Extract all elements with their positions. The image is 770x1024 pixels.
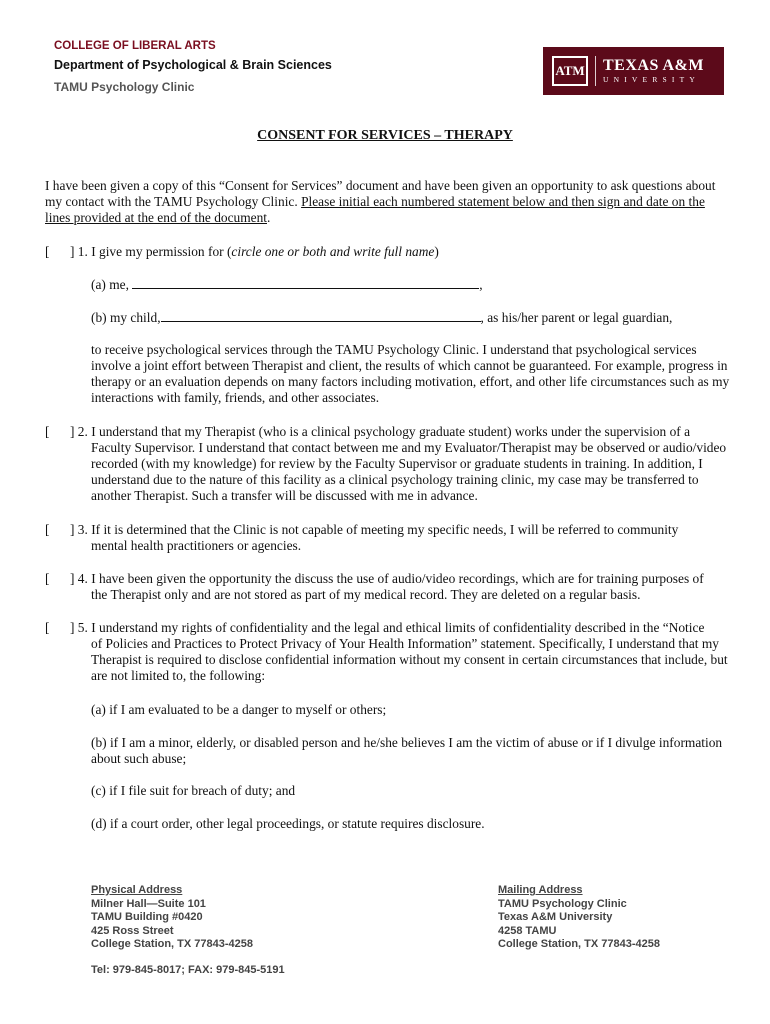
mailing-address-line: TAMU Psychology Clinic — [498, 897, 627, 910]
intro-instruction: Please initial each numbered statement below and then sign and date on the lines provided at the end of the document — [45, 194, 705, 225]
physical-address-line: TAMU Building #0420 — [91, 911, 203, 923]
intro-end: . — [267, 210, 271, 225]
item1b-tail: , as his/her parent or legal guardian, — [480, 310, 673, 325]
mailing-address-line: Texas A&M University — [498, 911, 613, 923]
item4-lead: ] 4. I have been given the opportunity the discuss the use of audio/video recordings, which are for training purposes of — [70, 571, 704, 586]
document-title: CONSENT FOR SERVICES – THERAPY — [257, 128, 513, 143]
item5-condition-a: (a) if I am evaluated to be a danger to myself or others; — [91, 702, 387, 717]
item1b-label: (b) my child, — [91, 310, 161, 325]
physical-address-line: College Station, TX 77843-4258 — [91, 938, 254, 950]
item1-initial-box[interactable]: [ — [45, 244, 50, 259]
atm-logo-icon: ATM — [552, 56, 588, 86]
physical-address-line: 425 Ross Street — [91, 924, 174, 937]
intro-text: I have been given a copy of this “Consent for Services” document and have been given an opportunity to ask questions about my contact with the TAMU Psychology Clinic. — [45, 178, 716, 209]
item1-statement — [70, 244, 730, 260]
department-name: Department of Psychological & Brain Sciences — [54, 58, 332, 72]
item3-lead: ] 3. If it is determined that the Clinic is not capable of meeting my specific needs, I will be referred to community — [70, 522, 679, 537]
physical-address — [91, 884, 253, 952]
item5-condition-b: (b) if I am a minor, elderly, or disabled person and he/she believes I am the victim of abuse or if I divulge information about such abuse; — [91, 735, 723, 766]
item3-body: mental health practitioners or agencies. — [91, 538, 302, 553]
mailing-address-heading: Mailing Address — [498, 884, 583, 896]
phone-fax: Tel: 979-845-8017; FAX: 979-845-5191 — [91, 964, 285, 976]
name-field-child[interactable] — [161, 310, 481, 322]
item3-initial-box[interactable]: [ — [45, 522, 50, 537]
item2-body: Faculty Supervisor. I understand that contact between me and my Evaluator/Therapist may be observed or audio/video recorded (with my knowledge) for review by the Faculty Supervisor or graduate students in training. In addition, I understand due to the nature of this facility as a clinical psychology training clinic, my case may be transferred to another Therapist. Such a transfer will be discussed with me in advance. — [91, 440, 727, 503]
item1-close: ) — [434, 244, 439, 259]
item5-condition-c: (c) if I file suit for breach of duty; and — [91, 783, 296, 798]
logo-divider — [595, 56, 596, 86]
clinic-name: TAMU Psychology Clinic — [54, 80, 195, 94]
intro-paragraph — [45, 178, 725, 226]
item1-instruction: circle one or both and write full name — [231, 244, 435, 259]
item2-lead: ] 2. I understand that my Therapist (who is a clinical psychology graduate student) works under the supervision of a — [70, 424, 691, 439]
item4-body: the Therapist only and are not stored as part of my medical record. They are deleted on a regular basis. — [91, 587, 641, 602]
name-field-self[interactable] — [132, 277, 479, 289]
physical-address-heading: Physical Address — [91, 884, 183, 896]
mailing-address — [498, 884, 660, 952]
item4-initial-box[interactable]: [ — [45, 571, 50, 586]
item2-initial-box[interactable]: [ — [45, 424, 50, 439]
logo-subtitle: UNIVERSITY — [603, 75, 700, 84]
item1a-line — [91, 277, 731, 293]
item5-initial-box[interactable]: [ — [45, 620, 50, 635]
item5-condition-d: (d) if a court order, other legal proceedings, or statute requires disclosure. — [91, 816, 485, 831]
logo-wordmark — [603, 57, 704, 85]
college-name: COLLEGE OF LIBERAL ARTS — [54, 40, 216, 52]
item1-lead: ] 1. I give my permission for ( — [70, 244, 232, 259]
item5-lead: ] 5. I understand my rights of confidentiality and the legal and ethical limits of confidentiality described in the “Notice — [70, 620, 705, 635]
physical-address-line: Milner Hall—Suite 101 — [91, 897, 206, 910]
mailing-address-line: 4258 TAMU — [498, 924, 557, 937]
item1a-label: (a) me, — [91, 277, 133, 292]
item1a-tail: , — [479, 277, 483, 292]
mailing-address-line: College Station, TX 77843-4258 — [498, 938, 661, 950]
item5-body: of Policies and Practices to Protect Privacy of Your Health Information” statement. Specifically, I understand that my Therapist is required to disclose confidential information without my consent in certain circumstances that include, but are not limited to, the following: — [91, 636, 728, 683]
item1-body: to receive psychological services through the TAMU Psychology Clinic. I understand that psychological services involve a joint effort between Therapist and client, the results of which cannot be guaranteed. For example, progress in therapy or an evaluation depends on many factors including motivation, effort, and other life circumstances such as my interactions with family, friends, and other associates. — [91, 342, 730, 405]
item1b-line — [91, 310, 731, 326]
university-logo — [543, 47, 724, 95]
logo-title: TEXAS A&M — [603, 57, 704, 74]
